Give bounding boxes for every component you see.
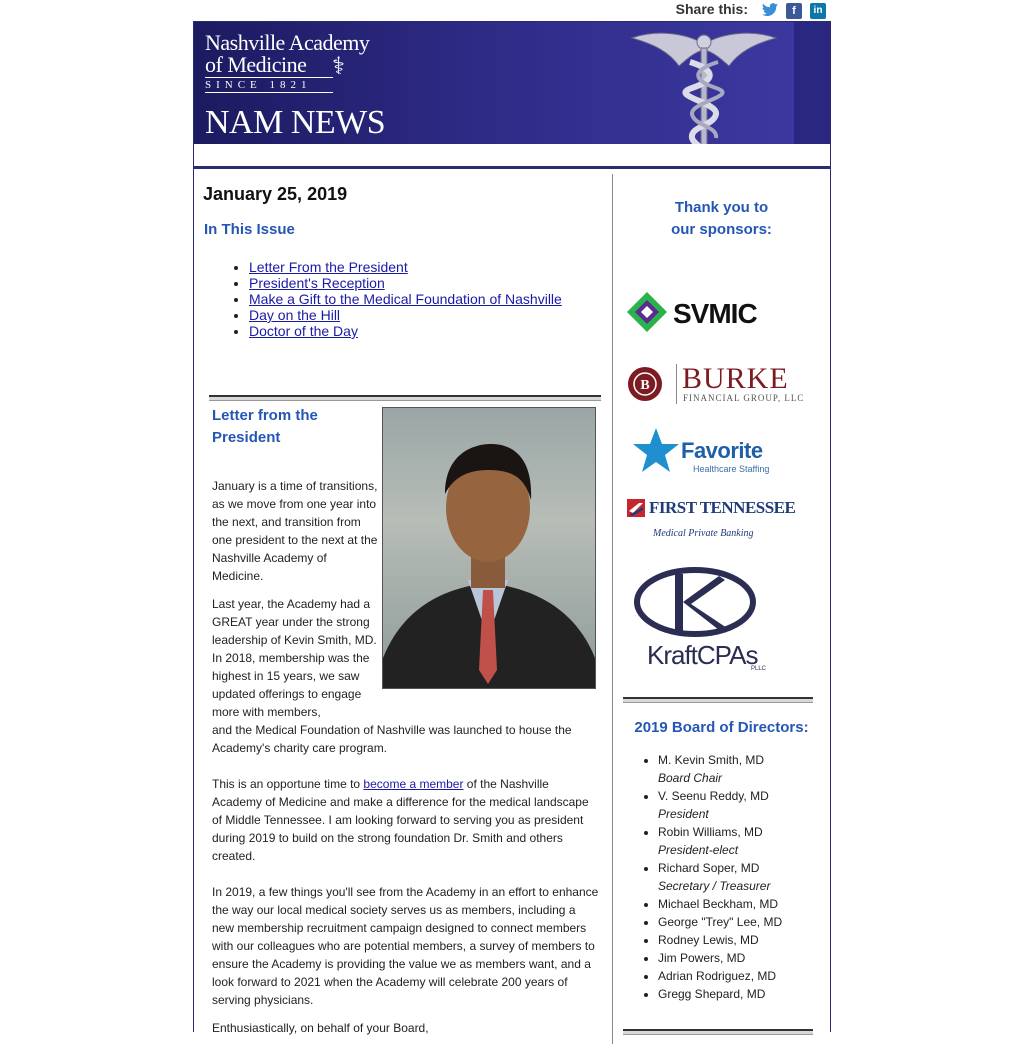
burke-seal-icon [627, 366, 663, 402]
board-member: • V. Seenu Reddy, MD President [658, 787, 828, 823]
newsletter-title: NAM NEWS [205, 104, 386, 141]
list-item [249, 291, 562, 307]
first-tennessee-logo-icon [627, 499, 645, 517]
issue-link-doctor-of-day[interactable]: Doctor of the Day [249, 323, 358, 339]
share-bar [194, 0, 830, 21]
kraft-logo-icon [633, 566, 757, 640]
issue-list [249, 259, 562, 339]
linkedin-icon[interactable]: in [810, 3, 826, 19]
board-member: • Adrian Rodriguez, MD [658, 967, 828, 985]
board-member: • M. Kevin Smith, MD Board Chair [658, 751, 828, 787]
board-list [658, 751, 828, 1003]
board-member: • Gregg Shepard, MD [658, 985, 828, 1003]
issue-link-letter[interactable]: Letter From the President [249, 259, 408, 275]
sponsor-kraftcpas[interactable]: KraftCPAs PLLC [633, 566, 783, 676]
letter-paragraph-2-continued: and the Medical Foundation of Nashville was launched to house the Academy's charity care program. [212, 723, 572, 755]
in-this-issue-title: In This Issue [204, 221, 295, 238]
caduceus-icon [624, 22, 784, 144]
letter-paragraph-1: January is a time of transitions, as we move from one year into the next, and transition from one president to the next at the Nashville Academy of Medicine. [212, 479, 378, 583]
sponsor-first-tennessee[interactable]: FIRST TENNESSEE Medical Private Banking [627, 498, 807, 542]
issue-date: January 25, 2019 [203, 184, 348, 204]
board-member: • Robin Williams, MD President-elect [658, 823, 828, 859]
letter-paragraph-3: This is an opportune time to become a member of the Nashville Academy of Medicine and make a difference for the medical landscape of Middle Tennessee. I am looking forward to serving you as president during 2019 to build on the strong foundation Dr. Smith and others created. [212, 777, 589, 863]
list-item [249, 307, 562, 323]
board-member: • George "Trey" Lee, MD [658, 913, 828, 931]
logo-since: SINCE 1821 [205, 77, 333, 93]
list-item [249, 259, 562, 275]
small-caduceus-icon: ⚕ [332, 53, 345, 80]
sidebar-divider [623, 697, 813, 703]
sponsor-burke[interactable]: B BURKE FINANCIAL GROUP, LLC [627, 364, 807, 406]
header-banner [194, 22, 830, 144]
president-photo [382, 407, 596, 689]
sponsor-favorite[interactable]: Favorite Healthcare Staffing [631, 426, 811, 478]
board-member: • Jim Powers, MD [658, 949, 828, 967]
list-item [249, 275, 562, 291]
issue-link-gift[interactable]: Make a Gift to the Medical Foundation of Nashville [249, 291, 562, 307]
facebook-icon[interactable]: f [786, 3, 802, 19]
sponsor-svmic[interactable]: SVMIC [627, 290, 807, 332]
svg-text:B: B [640, 378, 650, 393]
board-member: • Richard Soper, MD Secretary / Treasurer [658, 859, 828, 895]
board-title: 2019 Board of Directors: [634, 719, 809, 736]
letter-title: Letter from the President [212, 407, 318, 446]
sidebar-divider-bottom [623, 1029, 813, 1035]
svmic-logo-icon [627, 292, 667, 332]
logo-line-2: of Medicine [205, 52, 307, 77]
letter-paragraph-4: In 2019, a few things you'll see from the Academy in an effort to enhance the way our local medical society serves us as members, including a new membership recruitment campaign designed to connect members with our colleagues who are potential members, a survey of members to ensure the Academy is providing the value we as members want, and a look forward to 2021 when the Academy will celebrate 200 years of serving physicians. [212, 885, 599, 1007]
letter-paragraph-2: Last year, the Academy had a GREAT year under the strong leadership of Kevin Smith, MD. In 2018, membership was the highest in 15 years, we saw updated offerings to engage more with members, [212, 597, 377, 719]
list-item [249, 323, 562, 339]
issue-link-reception[interactable]: President's Reception [249, 275, 385, 291]
letter-signoff: Enthusiastically, on behalf of your Board, [212, 1021, 429, 1035]
section-divider [209, 395, 601, 401]
issue-link-day-on-hill[interactable]: Day on the Hill [249, 307, 341, 323]
newsletter-frame [193, 21, 831, 1035]
board-member: • Rodney Lewis, MD [658, 931, 828, 949]
share-label: Share this: [675, 1, 748, 17]
logo-line-1: Nashville Academy [205, 30, 370, 55]
board-member: • Michael Beckham, MD [658, 895, 828, 913]
star-icon [631, 426, 681, 476]
twitter-icon[interactable] [762, 3, 778, 19]
sponsors-title: Thank you to our sponsors: [671, 199, 772, 238]
become-member-link[interactable]: become a member [363, 777, 464, 791]
